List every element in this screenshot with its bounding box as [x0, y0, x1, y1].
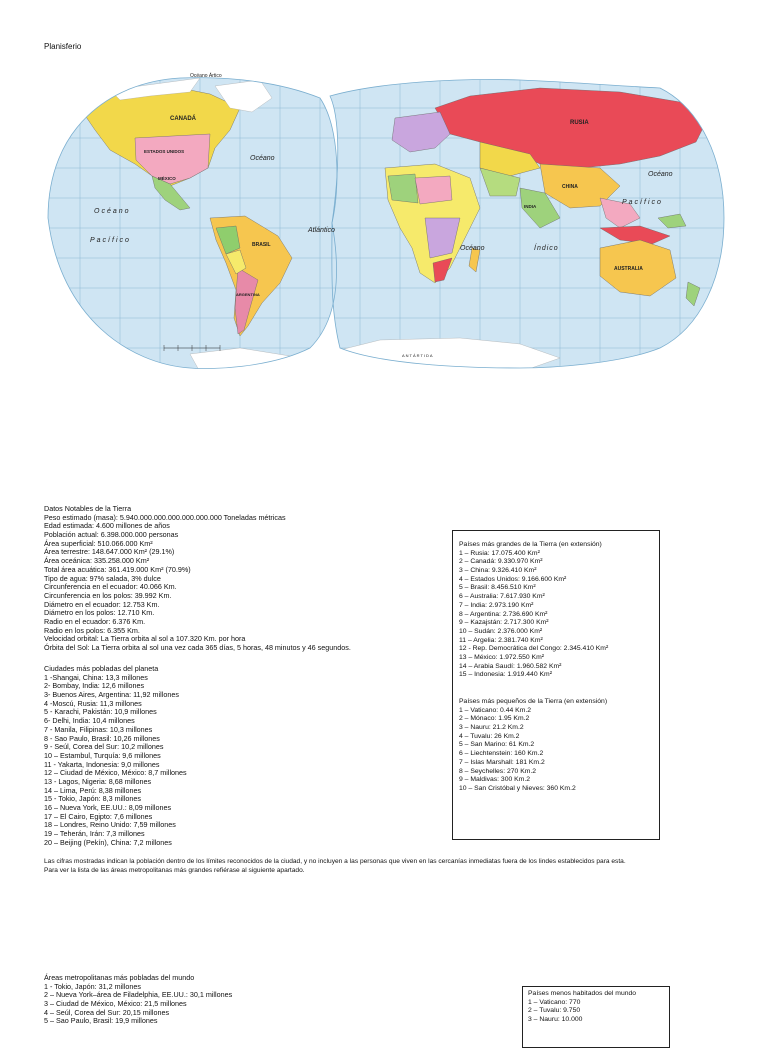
ciudad-item: 4 -Moscú, Rusia: 11,3 millones: [44, 698, 142, 708]
ciudad-item: 20 – Beijing (Pekín), China: 7,2 millones: [44, 837, 172, 847]
datos-item: Peso estimado (masa): 5.940.000.000.000.000.000.000 Toneladas métricas: [44, 512, 286, 522]
ciudades-mas-pobladas: [44, 665, 187, 847]
ciudad-item: 19 – Teherán, Irán: 7,3 millones: [44, 829, 145, 839]
map-label-pacifico-right: Pacífico: [622, 199, 663, 206]
areas-metropolitanas: [44, 974, 232, 1026]
ciudad-item: 2- Bombay, India: 12,6 millones: [44, 681, 145, 691]
pais-grande-item: 11 – Argelia: 2.381.740 Km²: [459, 636, 543, 644]
pais-grande-item: 6 – Australia: 7.617.930 Km²: [459, 593, 545, 601]
datos-item: Total área acuática: 361.419.000 Km² (70.9%): [44, 564, 191, 574]
ciudad-item: 10 – Estambul, Turquía: 9,6 millones: [44, 750, 161, 760]
pais-grande-item: 9 – Kazajstán: 2.717.300 Km²: [459, 619, 549, 627]
area-metropolitana-item: 5 – Sao Paulo, Brasil: 19,9 millones: [44, 1016, 158, 1026]
pais-menos-habitado-item: 3 – Nauru: 10.000: [528, 1016, 583, 1024]
pais-grande-item: 2 – Canadá: 9.330.970 Km²: [459, 558, 543, 566]
ciudad-item: 5 - Karachi, Pakistán: 10,9 millones: [44, 707, 157, 717]
pais-grande-item: 13 – México: 1.972.550 Km²: [459, 653, 545, 661]
datos-item: Área superficial: 510.066.000 Km²: [44, 538, 153, 548]
map-label-rusia: RUSIA: [570, 120, 589, 126]
pais-grande-item: 14 – Arabia Saudí: 1.960.582 Km²: [459, 662, 562, 670]
datos-item: Radio en los polos: 6.355 Km.: [44, 625, 140, 635]
ciudad-item: 15 - Tokio, Japón: 8,3 millones: [44, 794, 141, 804]
pais-grande-item: 7 – India: 2.973.190 Km²: [459, 601, 534, 609]
map-label-pacifico-left: Pacífico: [90, 237, 131, 244]
map-label-atlantico: Atlántico: [308, 227, 335, 234]
map-label-oceano-right: Océano: [648, 171, 673, 178]
ciudad-heading: Ciudades más pobladas del planeta: [44, 664, 159, 673]
nota-linea-1: Las cifras mostradas indican la población dentro de los límites reconocidos de la ciudad, y no incluyen a las personas que viven en las cercanías inmediatas fuera de los lindes establecidos para esta.: [44, 858, 626, 865]
map-label-china: CHINA: [562, 184, 578, 190]
nota-linea-2: Para ver la lista de las áreas metropolitanas más grandes refiérase al siguiente apartado.: [44, 866, 305, 874]
ciudad-item: 7 - Manila, Filipinas: 10,3 millones: [44, 724, 153, 734]
map-label-mexico: MÉXICO: [158, 176, 176, 181]
paises-menos-habitados: [523, 987, 669, 1025]
paises-mas-pequenos: [453, 698, 659, 794]
area-metropolitana-item: 2 – Nueva York–área de Filadelphia, EE.UU.: 30,1 millones: [44, 990, 233, 1000]
datos-item: Población actual: 6.398.000.000 personas: [44, 530, 179, 540]
datos-item: Edad estimada: 4.600 millones de años: [44, 521, 170, 531]
ciudad-item: 13 - Lagos, Nigeria: 8,68 millones: [44, 776, 152, 786]
pais-grande-heading: Países más grandes de la Tierra (en extensión): [459, 541, 602, 548]
datos-item: Circunferencia en el ecuador: 40.066 Km.: [44, 582, 177, 592]
ciudad-item: 6- Delhi, India: 10,4 millones: [44, 716, 135, 726]
map-label-indico: Índico: [534, 245, 559, 252]
paises-menos-habitados-box: [522, 986, 670, 1048]
page-title: Planisferio: [44, 42, 82, 51]
pais-grande-item: 10 – Sudán: 2.376.000 Km²: [459, 627, 543, 635]
pais-grande-item: 8 – Argentina: 2.736.690 Km²: [459, 610, 548, 618]
ciudad-item: 11 - Yakarta, Indonesia: 9,0 millones: [44, 759, 160, 769]
ciudad-item: 17 – El Cairo, Egipto: 7,6 millones: [44, 811, 153, 821]
pais-pequeno-item: 10 – San Cristóbal y Nieves: 360 Km.2: [459, 784, 576, 792]
map-label-india: INDIA: [524, 204, 537, 209]
pais-pequeno-item: 7 – Islas Marshall: 181 Km.2: [459, 758, 545, 766]
map-label-argentina: ARGENTINA: [236, 292, 260, 297]
map-label-oceano-center: Océano: [250, 155, 275, 162]
paises-box: [452, 530, 660, 840]
area-metropolitana-item: 4 – Seúl, Corea del Sur: 20,15 millones: [44, 1007, 170, 1017]
area-metropolitana-item: 1 - Tokio, Japón: 31,2 millones: [44, 981, 141, 991]
ciudad-item: 18 – Londres, Reino Unido: 7,59 millones: [44, 820, 176, 830]
pais-grande-item: 4 – Estados Unidos: 9.166.600 Km²: [459, 575, 567, 583]
ciudad-item: 3- Buenos Aires, Argentina: 11,92 millones: [44, 690, 179, 700]
ciudad-item: 14 – Lima, Perú: 8,38 millones: [44, 785, 142, 795]
datos-item: Circunferencia en los polos: 39.992 Km.: [44, 590, 172, 600]
paises-mas-grandes: [453, 531, 659, 680]
datos-item: Tipo de agua: 97% salada, 3% dulce: [44, 573, 161, 583]
datos-item: Área terrestre: 148.647.000 Km² (29.1%): [44, 547, 175, 557]
datos-item: Radio en el ecuador: 6.376 Km.: [44, 616, 146, 626]
pais-pequeno-item: 5 – San Marino: 61 Km.2: [459, 741, 535, 749]
pais-menos-habitado-item: 2 – Tuvalu: 9.750: [528, 1007, 581, 1015]
map-label-estados-unidos: ESTADOS UNIDOS: [144, 149, 185, 154]
world-map: [40, 68, 730, 373]
pais-grande-item: 15 – Indonesia: 1.919.440 Km²: [459, 671, 552, 679]
pais-pequeno-heading: Países más pequeños de la Tierra (en extensión): [459, 698, 608, 705]
datos-item: Órbita del Sol: La Tierra orbita al sol una vez cada 365 días, 5 horas, 48 minutos y 46 segundos.: [44, 643, 351, 652]
datos-item: Diámetro en el ecuador: 12.753 Km.: [44, 599, 160, 609]
pais-pequeno-item: 6 – Liechtenstein: 160 Km.2: [459, 750, 544, 758]
pais-menos-habitado-item: 1 – Vaticano: 770: [528, 998, 581, 1006]
map-label-canada: CANADÁ: [170, 116, 196, 122]
map-label-oceano-artico: Océano Ártico: [190, 73, 222, 79]
ciudad-item: 1 -Shangai, China: 13,3 millones: [44, 672, 148, 682]
datos-item: Área oceánica: 335.258.000 Km²: [44, 556, 150, 566]
pais-pequeno-item: 8 – Seychelles: 270 Km.2: [459, 767, 537, 775]
datos-item: Diámetro en los polos: 12.710 Km.: [44, 608, 155, 618]
pais-grande-item: 3 – China: 9.326.410 Km²: [459, 567, 537, 575]
pais-grande-item: 12 - Rep. Democrática del Congo: 2.345.410 Km²: [459, 645, 609, 653]
map-label-antartida: ANTÁRTIDA: [402, 353, 434, 358]
pais-pequeno-item: 1 – Vaticano: 0.44 Km.2: [459, 706, 532, 714]
map-label-oceano-indico: Océano: [460, 245, 485, 252]
ciudad-item: 9 - Seúl, Corea del Sur: 10,2 millones: [44, 742, 164, 752]
pais-pequeno-item: 3 – Nauru: 21.2 Km.2: [459, 724, 524, 732]
ciudad-item: 8 - Sao Paulo, Brasil: 10,26 millones: [44, 733, 160, 743]
pais-grande-item: 1 – Rusia: 17.075.400 Km²: [459, 549, 540, 557]
ciudad-item: 16 – Nueva York, EE.UU.: 8,09 millones: [44, 803, 172, 812]
map-label-brasil: BRASIL: [252, 242, 271, 248]
nota-cifras: [44, 858, 734, 875]
pais-menos-habitado-heading: Países menos habitados del mundo: [528, 990, 637, 997]
area-metropolitana-item: 3 – Ciudad de México, México: 21,5 millones: [44, 999, 187, 1009]
pais-pequeno-item: 4 – Tuvalu: 26 Km.2: [459, 732, 520, 740]
pais-pequeno-item: 9 – Maldivas: 300 Km.2: [459, 776, 531, 784]
datos-notables: [44, 505, 351, 653]
ciudad-item: 12 – Ciudad de México, México: 8,7 millones: [44, 768, 187, 778]
pais-grande-item: 5 – Brasil: 8.456.510 Km²: [459, 584, 536, 592]
datos-item: Velocidad orbital: La Tierra orbita al sol a 107.320 Km. por hora: [44, 634, 246, 644]
area-metropolitana-heading: Áreas metropolitanas más pobladas del mundo: [44, 973, 195, 982]
pais-pequeno-item: 2 – Mónaco: 1.95 Km.2: [459, 715, 530, 723]
map-label-oceano-left: Océano: [94, 208, 131, 215]
map-label-australia: AUSTRALIA: [614, 266, 643, 272]
datos-heading: Datos Notables de la Tierra: [44, 504, 132, 513]
